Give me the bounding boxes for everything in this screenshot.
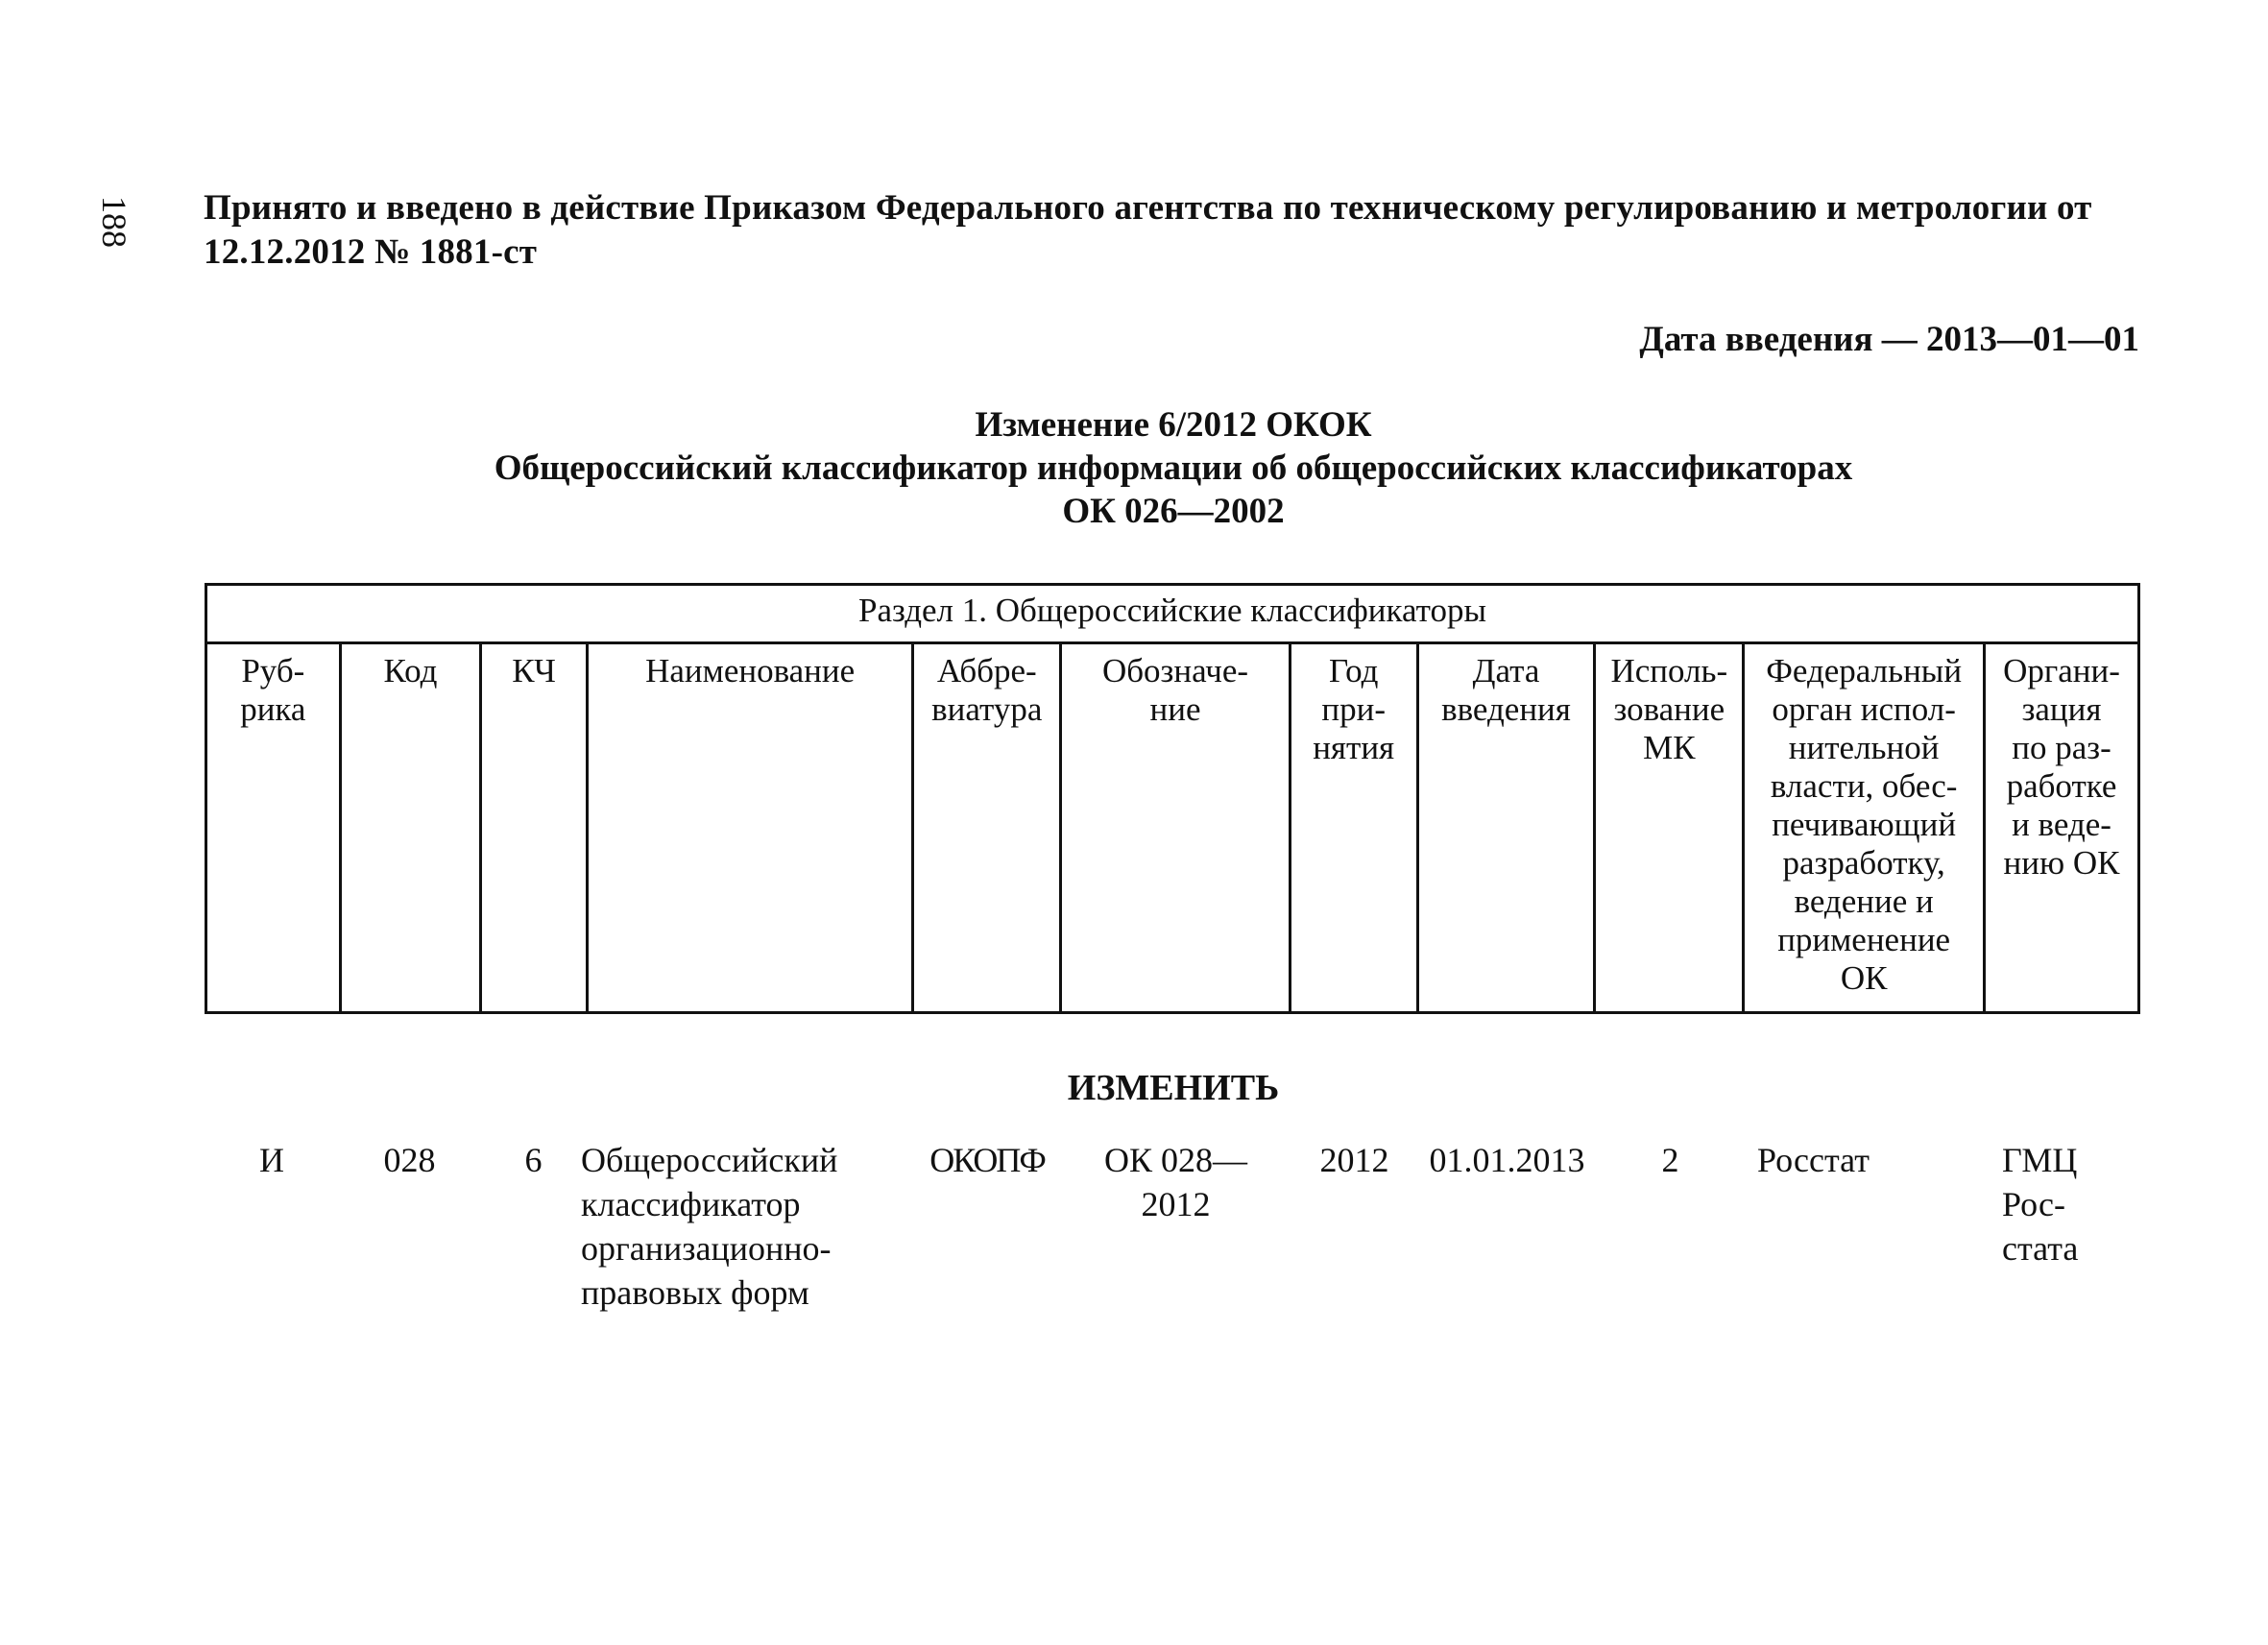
header-col-rubric: Руб- рика bbox=[206, 643, 341, 1013]
header-col-federal-body: Федеральный орган испол- нительной власти, обес- печивающий разработку, ведение и применение ОК bbox=[1744, 643, 1985, 1013]
cell-year: 2012 bbox=[1319, 1141, 1389, 1179]
header-col-organization: Органи- зация по раз- работке и веде- нию ОК bbox=[1985, 643, 2139, 1013]
header-col-date: Дата введения bbox=[1417, 643, 1595, 1013]
title-line-1: Изменение 6/2012 ОКОК bbox=[975, 405, 1372, 445]
approval-statement: Принято и введено в действие Приказом Федерального агентства по техническому регулированию и метрологии от 12.12.2012 № 1881-ст bbox=[204, 188, 2092, 272]
cell-kch: 6 bbox=[524, 1141, 543, 1179]
cell-code: 028 bbox=[383, 1141, 436, 1179]
title-line-2: Общероссийский классификатор информации об общероссийских классификаторах bbox=[494, 448, 1853, 488]
document-title bbox=[204, 403, 2143, 533]
change-heading: ИЗМЕНИТЬ bbox=[1067, 1068, 1280, 1108]
section-title: Раздел 1. Общероссийские классификаторы bbox=[206, 585, 2139, 643]
header-col-usage: Исполь- зование МК bbox=[1595, 643, 1744, 1013]
cell-designation: ОК 028— 2012 bbox=[1103, 1141, 1247, 1223]
introduction-date: Дата введения — 2013—01—01 bbox=[1639, 320, 2139, 359]
page-number: 188 bbox=[95, 196, 133, 248]
cell-usage: 2 bbox=[1661, 1141, 1679, 1179]
header-col-designation: Обозначе- ние bbox=[1061, 643, 1291, 1013]
header-col-kch: КЧ bbox=[481, 643, 588, 1013]
cell-federal-body: Росстат bbox=[1757, 1141, 1870, 1179]
header-col-name: Наименование bbox=[587, 643, 912, 1013]
cell-rubric: И bbox=[259, 1141, 284, 1179]
cell-organization: ГМЦ Рос- стата bbox=[2002, 1141, 2079, 1268]
header-col-year: Год при- нятия bbox=[1290, 643, 1417, 1013]
title-line-3: ОК 026—2002 bbox=[1062, 492, 1285, 531]
classifier-header-table bbox=[205, 583, 2140, 1014]
cell-date: 01.01.2013 bbox=[1429, 1141, 1585, 1179]
cell-name: Общероссийский классификатор организационно- правовых форм bbox=[581, 1141, 838, 1312]
cell-abbreviation: ОКОПФ bbox=[929, 1141, 1045, 1179]
header-col-abbreviation: Аббре- виатура bbox=[913, 643, 1061, 1013]
header-col-code: Код bbox=[340, 643, 481, 1013]
